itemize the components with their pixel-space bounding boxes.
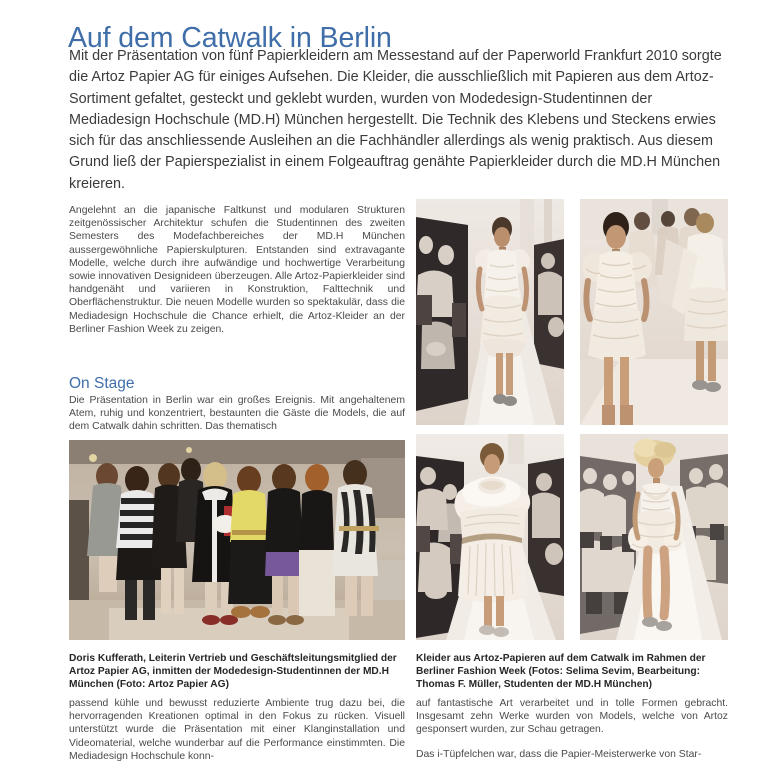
left-column-bottom-text (69, 697, 405, 763)
lead-paragraph: Angelehnt an die japanische Faltkunst und modularen Strukturen zeitgenössischer Architektur schufen die Studentinnen des zweiten Semesters des Modefachbereiches der MD.H München aussergewöhnliche Papierskulpturen. Entstanden sind extravagante Modelle, welche durch ihre aufwändige und hochwertige Verarbeitung sowie innovativen Designideen überzeugen. Alle Artoz-Papierkleider sind handgenäht und variieren in Konstruktion, Falttechnik und Oberflächenstruktur. Die neuen Modelle wurden so spektakulär, dass die Mediadesign Hochschule die Chance erhielt, die Artoz-Kleider an der Berliner Fashion Week zu zeigen. (69, 205, 405, 335)
photo-runway-single-graphic (416, 199, 564, 425)
left-column-lead-text (69, 204, 405, 336)
photo-blonde-model (580, 434, 728, 640)
right-bottom-paragraph-2: Das i-Tüpfelchen war, dass die Papier-Meisterwerke von Star- (416, 748, 702, 760)
photo-ruffle-dress-graphic (416, 434, 564, 640)
on-stage-paragraph: Die Präsentation in Berlin war ein großes Ereignis. Mit angehaltenem Atem, ruhig und konzentriert, bestaunten die Gäste die Models, die auf dem Catwalk dahin schritten. Das thematisch (69, 395, 405, 433)
photo-blonde-model-graphic (580, 434, 728, 640)
right-bottom-paragraph-1: auf fantastische Art verarbeitet und in tolle Formen gebracht. Insgesamt zehn Werke wurden von Models, welche von Artoz gesponsert wurden, zur Schau getragen. (416, 698, 728, 736)
photo-caption-students: Doris Kufferath, Leiterin Vertrieb und Geschäftsleitungsmitglied der Artoz Papier AG, inmitten der Modedesign-Studentinnen der MD.H München (Foto: Artoz Papier AG) (69, 653, 397, 691)
photo-students-graphic (69, 440, 405, 640)
photo-runway-group-graphic (580, 199, 728, 425)
photo-runway-single (416, 199, 564, 425)
photo-students (69, 440, 405, 640)
section-heading-on-stage: On Stage (69, 375, 135, 392)
article-intro: Mit der Präsentation von fünf Papierkleidern am Messestand auf der Paperworld Frankfurt 2010 sorgte die Artoz Papier AG für einiges Aufsehen. Die Kleider, die ausschließlich mit Papieren aus dem Artoz-Sortiment gefaltet, gesteckt und geklebt wurden, wurden von Modedesign-Studentinnen der Mediadesign Hochschule (MD.H) München hergestellt. Die Technik des Klebens und Steckens erwies sich für das anschliessende Ausleihen an die Fachhändler allerdings als wenig praktisch. Aus diesem Grund ließ der Papierspezialist in einem Folgeauftrag genähte Papierkleider durch die MD.H München kreieren. (69, 48, 722, 192)
left-bottom-paragraph: passend kühle und bewusst reduzierte Ambiente trug dazu bei, die hervorragenden Kreationen optimal in den Fokus zu rücken. Visuell unterstützt wurde die Präsentation mit einer Klanginstallation und Videomaterial, welche wunderbar auf die Performance einstimmten. Die Mediadesign Hochschule konn- (69, 698, 405, 762)
page-title: Auf dem Catwalk in Berlin (68, 22, 392, 55)
on-stage-section (69, 374, 405, 434)
photo-runway-group (580, 199, 728, 425)
photo-ruffle-dress (416, 434, 564, 640)
photo-caption-catwalk: Kleider aus Artoz-Papieren auf dem Catwalk im Rahmen der Berliner Fashion Week (Fotos: Selima Sevim, Bearbeitung: Thomas F. Müller, Studenten der MD.H München) (416, 653, 706, 691)
right-column-bottom-text (416, 697, 728, 761)
